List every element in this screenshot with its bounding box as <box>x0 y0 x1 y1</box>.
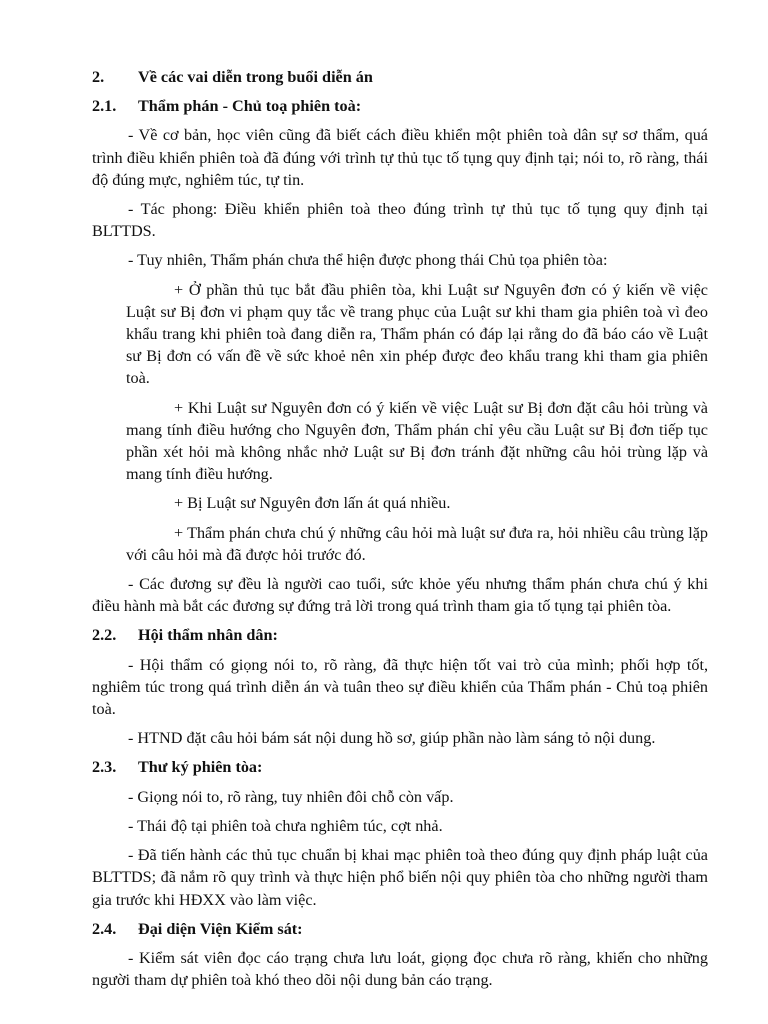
sub-item: + Khi Luật sư Nguyên đơn có ý kiến về việc Luật sư Bị đơn đặt câu hỏi trùng và mang tính điều hướng cho Nguyên đơn, Thẩm phán chỉ yêu cầu Luật sư Bị đơn tiếp tục phần xét hỏi mà không nhắc nhở Luật sư Bị đơn tránh đặt những câu hỏi trùng lặp và mang tính điều hướng. <box>126 398 708 484</box>
section-heading-2-2 <box>92 624 708 646</box>
section-number: 2.3. <box>92 758 117 777</box>
section-title: Hội thẩm nhân dân: <box>138 626 278 645</box>
sub-item: + Bị Luật sư Nguyên đơn lấn át quá nhiều. <box>174 494 451 513</box>
section-number: 2.2. <box>92 626 117 645</box>
section-heading-2-1 <box>92 95 708 117</box>
paragraph: - Về cơ bản, học viên cũng đã biết cách điều khiển một phiên toà dân sự sơ thẩm, quá trình điều khiển phiên toà đã đúng với trình tự thủ tục tố tụng quy định tại; nói to, rõ ràng, thái độ đúng mực, nghiêm túc, tự tin. <box>92 126 708 189</box>
section-number: 2.4. <box>92 919 117 938</box>
sub-item: + Thẩm phán chưa chú ý những câu hỏi mà luật sư đưa ra, hỏi nhiều câu trùng lặp với câu hỏi mà đã được hỏi trước đó. <box>126 523 708 564</box>
paragraph: - Kiểm sát viên đọc cáo trạng chưa lưu loát, giọng đọc chưa rõ ràng, khiến cho những người tham dự phiên toà khó theo dõi nội dung bản cáo trạng. <box>92 948 708 990</box>
paragraph: - Hội thẩm có giọng nói to, rõ ràng, đã thực hiện tốt vai trò của mình; phối hợp tốt, nghiêm túc trong quá trình diễn án và tuân theo sự điều khiển của Thẩm phán - Chủ toạ phiên toà. <box>92 655 708 719</box>
section-number: 2.1. <box>92 97 117 116</box>
paragraph: - Thái độ tại phiên toà chưa nghiêm túc, cợt nhả. <box>128 816 443 835</box>
section-title: Về các vai diễn trong buổi diễn án <box>138 68 373 86</box>
paragraph: - Tuy nhiên, Thẩm phán chưa thể hiện được phong thái Chủ tọa phiên tòa: <box>128 251 608 270</box>
document-page <box>92 66 708 998</box>
paragraph: - Giọng nói to, rõ ràng, tuy nhiên đôi chỗ còn vấp. <box>128 787 454 806</box>
section-heading-2-3 <box>92 756 708 778</box>
section-title: Thẩm phán - Chủ toạ phiên toà: <box>138 97 362 116</box>
paragraph: - Tác phong: Điều khiển phiên toà theo đúng trình tự thủ tục tố tụng quy định tại BLTTDS. <box>92 200 708 241</box>
section-title: Đại diện Viện Kiểm sát: <box>138 919 303 938</box>
paragraph: - Các đương sự đều là người cao tuổi, sức khỏe yếu nhưng thẩm phán chưa chú ý khi điều hành mà bắt các đương sự đứng trả lời trong quá trình tham gia tố tụng tại phiên tòa. <box>92 575 708 616</box>
sub-item: + Ở phần thủ tục bắt đầu phiên tòa, khi Luật sư Nguyên đơn có ý kiến về việc Luật sư Bị đơn vi phạm quy tắc về trang phục của Luật sư khi tham gia phiên toà vì đeo khẩu trang khi phiên toà đang diễn ra, Thẩm phán có đáp lại rằng do đã báo cáo về Luật sư Bị đơn có vấn đề về sức khoẻ nên xin phép được đeo khẩu trang khi tham gia phiên toà. <box>126 280 708 388</box>
section-heading-2-4 <box>92 918 708 940</box>
section-heading-2 <box>92 66 708 88</box>
section-title: Thư ký phiên tòa: <box>138 758 263 777</box>
section-number: 2. <box>92 68 105 86</box>
paragraph: - HTND đặt câu hỏi bám sát nội dung hồ sơ, giúp phần nào làm sáng tỏ nội dung. <box>128 729 656 748</box>
paragraph: - Đã tiến hành các thủ tục chuẩn bị khai mạc phiên toà theo đúng quy định pháp luật của BLTTDS; đã nắm rõ quy trình và thực hiện phổ biến nội quy phiên tòa cho những người tham gia trước khi HĐXX vào làm việc. <box>92 846 708 909</box>
